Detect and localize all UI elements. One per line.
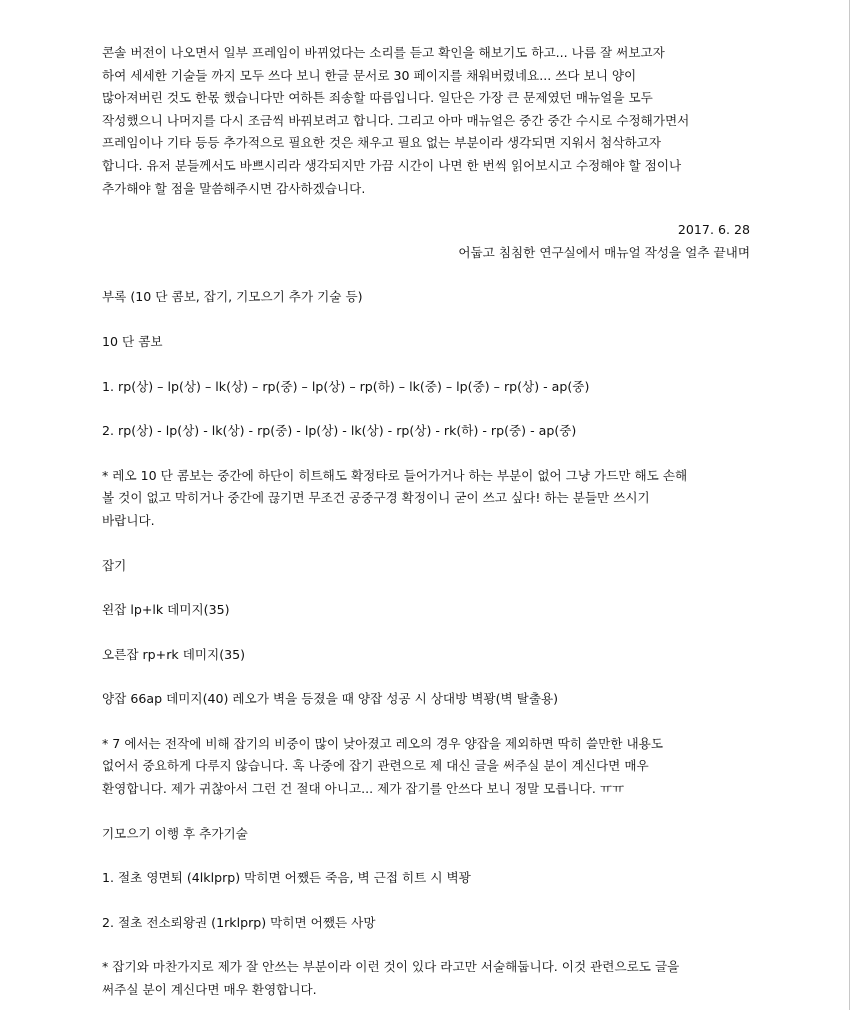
throws-note bbox=[102, 733, 750, 801]
intro-line: 하여 세세한 기술들 까지 모두 쓰다 보니 한글 문서로 30 페이지를 채워버렸네요... 쓰다 보니 양이 bbox=[102, 67, 637, 83]
throw-left: 왼잡 lp+lk 데미지(35) bbox=[102, 602, 230, 618]
throw-right: 오른잡 rp+rk 데미지(35) bbox=[102, 646, 246, 662]
combo-heading: 10 단 콤보 bbox=[102, 333, 163, 349]
intro-line: 콘솔 버전이 나오면서 일부 프레임이 바뀌었다는 소리를 듣고 확인을 해보기도 하고... 나름 잘 써보고자 bbox=[102, 45, 665, 60]
combo-item-2: 2. rp(상) - lp(상) - lk(상) - rp(중) - lp(상) - lk(상) - rp(상) - rk(하) - rp(중) - ap(중) bbox=[102, 423, 577, 439]
charge-note-line: * 잡기와 마찬가지로 제가 잘 안쓰는 부분이라 이런 것이 있다 라고만 서술해둡니다. 이것 관련으로도 글을 bbox=[102, 959, 680, 975]
throws-note-line: 없어서 중요하게 다루지 않습니다. 혹 나중에 잡기 관련으로 제 대신 글을 써주실 분이 계신다면 매우 bbox=[102, 758, 649, 774]
combo-note-line: * 레오 10 단 콤보는 중간에 하단이 히트해도 확정타로 들어가거나 하는 부분이 없어 그냥 가드만 해도 손해 bbox=[102, 467, 688, 483]
charge-heading: 기모으기 이행 후 추가기술 bbox=[102, 825, 248, 841]
appendix-title: 부록 (10 단 콤보, 잡기, 기모으기 추가 기술 등) bbox=[102, 289, 363, 305]
document-body bbox=[102, 42, 750, 1002]
intro-line: 추가해야 할 점을 말씀해주시면 감사하겠습니다. bbox=[102, 180, 366, 196]
throws-note-line: 환영합니다. 제가 귀찮아서 그런 건 절대 아니고... 제가 잡기를 안쓰다 보니 정말 모릅니다. ㅠㅠ bbox=[102, 781, 625, 797]
signature-date: 2017. 6. 28 bbox=[677, 222, 750, 238]
intro-line: 프레임이나 기타 등등 추가적으로 필요한 것은 채우고 필요 없는 부분이라 생각되면 지워서 첨삭하고자 bbox=[102, 135, 661, 151]
throws-note-line: * 7 에서는 전작에 비해 잡기의 비중이 많이 낮아졌고 레오의 경우 양잡을 제외하면 딱히 쓸만한 내용도 bbox=[102, 735, 663, 751]
throw-both: 양잡 66ap 데미지(40) 레오가 벽을 등졌을 때 양잡 성공 시 상대방 벽꽝(벽 탈출용) bbox=[102, 691, 559, 707]
charge-note bbox=[102, 956, 750, 1001]
intro-line: 작성했으니 나머지를 다시 조금씩 바꿔보려고 합니다. 그리고 아마 매뉴얼은 중간 중간 수시로 수정해가면서 bbox=[102, 112, 690, 128]
combo-item-1: 1. rp(상) – lp(상) – lk(상) – rp(중) – lp(상) – rp(하) – lk(중) – lp(중) – rp(상) - ap(중) bbox=[102, 378, 590, 394]
charge-item-1: 1. 절초 영면퇴 (4lklprp) 막히면 어쨌든 죽음, 벽 근접 히트 시 벽꽝 bbox=[102, 870, 471, 886]
charge-item-2: 2. 절초 전소뢰왕권 (1rklprp) 막히면 어쨌든 사망 bbox=[102, 914, 376, 930]
intro-paragraph bbox=[102, 42, 750, 200]
intro-line: 합니다. 유저 분들께서도 바쁘시리라 생각되지만 가끔 시간이 나면 한 번씩 읽어보시고 수정해야 할 점이나 bbox=[102, 157, 682, 173]
combo-note-line: 볼 것이 없고 막히거나 중간에 끊기면 무조건 공중구경 확정이니 굳이 쓰고 싶다! 하는 분들만 쓰시기 bbox=[102, 490, 650, 506]
combo-note bbox=[102, 465, 750, 533]
signature-note: 어둡고 침침한 연구실에서 매뉴얼 작성을 얼추 끝내며 bbox=[458, 244, 750, 260]
combo-note-line: 바랍니다. bbox=[102, 512, 155, 528]
charge-note-line: 써주실 분이 계신다면 매우 환영합니다. bbox=[102, 982, 317, 998]
intro-line: 많아져버린 것도 한몫 했습니다만 여하튼 죄송할 따름입니다. 일단은 가장 큰 문제였던 매뉴얼을 모두 bbox=[102, 90, 653, 106]
throws-heading: 잡기 bbox=[102, 557, 127, 573]
